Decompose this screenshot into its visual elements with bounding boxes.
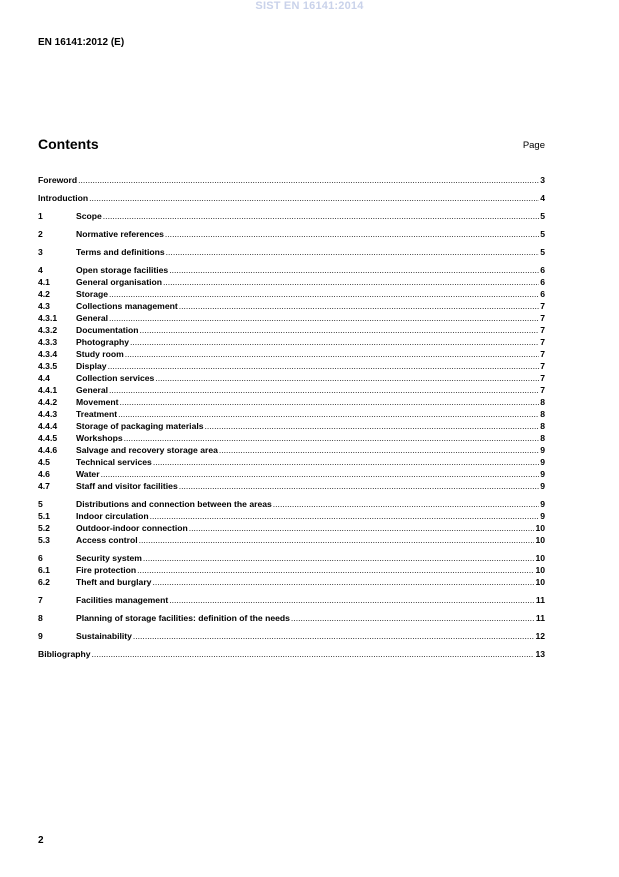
toc-leader-dots bbox=[169, 264, 539, 276]
toc-entry-title: Storage of packaging materials bbox=[76, 421, 204, 431]
toc-entry[interactable] bbox=[38, 336, 545, 348]
toc-entry-number: 4.4.5 bbox=[38, 433, 58, 443]
toc-entry[interactable] bbox=[38, 408, 545, 420]
toc-entry-number: 6.2 bbox=[38, 577, 50, 587]
toc-leader-dots bbox=[101, 468, 540, 480]
toc-entry-title: Bibliography bbox=[38, 649, 91, 659]
toc-entry[interactable] bbox=[38, 510, 545, 522]
toc-entry[interactable] bbox=[38, 564, 545, 576]
toc-entry-page: 4 bbox=[540, 193, 545, 203]
toc-entry-number: 2 bbox=[38, 229, 43, 239]
toc-entry-title: Study room bbox=[76, 349, 124, 359]
toc-entry-number: 6 bbox=[38, 553, 43, 563]
toc-leader-dots bbox=[120, 396, 540, 408]
toc-entry-title: Staff and visitor facilities bbox=[76, 481, 178, 491]
toc-entry[interactable] bbox=[38, 522, 545, 534]
toc-leader-dots bbox=[89, 192, 539, 204]
toc-entry[interactable] bbox=[38, 192, 545, 204]
toc-entry-page: 11 bbox=[535, 595, 545, 605]
toc-entry-page: 10 bbox=[535, 523, 545, 533]
toc-entry[interactable] bbox=[38, 324, 545, 336]
toc-entry-page: 10 bbox=[535, 535, 545, 545]
toc-entry[interactable] bbox=[38, 210, 545, 222]
toc-leader-dots bbox=[205, 420, 540, 432]
toc-entry[interactable] bbox=[38, 480, 545, 492]
toc-entry-page: 7 bbox=[540, 325, 545, 335]
toc-entry-page: 6 bbox=[540, 277, 545, 287]
toc-entry-number: 4.7 bbox=[38, 481, 50, 491]
toc-entry-page: 6 bbox=[540, 289, 545, 299]
toc-entry-page: 7 bbox=[540, 361, 545, 371]
toc-entry[interactable] bbox=[38, 360, 545, 372]
toc-leader-dots bbox=[103, 210, 539, 222]
toc-entry[interactable] bbox=[38, 444, 545, 456]
toc-entry-number: 4.6 bbox=[38, 469, 50, 479]
toc-leader-dots bbox=[273, 498, 539, 510]
toc-entry[interactable] bbox=[38, 630, 545, 642]
toc-entry-number: 5.3 bbox=[38, 535, 50, 545]
toc-leader-dots bbox=[219, 444, 539, 456]
toc-entry-page: 9 bbox=[540, 481, 545, 491]
toc-entry[interactable] bbox=[38, 594, 545, 606]
toc-entry-title: Security system bbox=[76, 553, 142, 563]
toc-leader-dots bbox=[166, 246, 540, 258]
toc-entry-title: Collections management bbox=[76, 301, 178, 311]
toc-leader-dots bbox=[125, 348, 539, 360]
toc-entry-page: 9 bbox=[540, 469, 545, 479]
toc-entry-number: 4.3.4 bbox=[38, 349, 58, 359]
toc-entry-page: 12 bbox=[535, 631, 545, 641]
toc-entry-page: 9 bbox=[540, 457, 545, 467]
toc-leader-dots bbox=[150, 510, 540, 522]
toc-entry-title: Indoor circulation bbox=[76, 511, 149, 521]
toc-entry-page: 5 bbox=[540, 229, 545, 239]
toc-leader-dots bbox=[139, 534, 535, 546]
toc-leader-dots bbox=[133, 630, 535, 642]
toc-entry-title: Workshops bbox=[76, 433, 123, 443]
toc-entry-title: General organisation bbox=[76, 277, 162, 287]
toc-entry-page: 9 bbox=[540, 499, 545, 509]
toc-entry[interactable] bbox=[38, 576, 545, 588]
toc-entry[interactable] bbox=[38, 420, 545, 432]
toc-entry-number: 4.4.3 bbox=[38, 409, 58, 419]
toc-entry-page: 10 bbox=[535, 553, 545, 563]
toc-leader-dots bbox=[78, 174, 539, 186]
toc-leader-dots bbox=[189, 522, 535, 534]
toc-entry-number: 4.1 bbox=[38, 277, 50, 287]
toc-entry-title: Water bbox=[76, 469, 100, 479]
toc-entry-title: Facilities management bbox=[76, 595, 169, 605]
toc-leader-dots bbox=[179, 300, 540, 312]
toc-leader-dots bbox=[124, 432, 540, 444]
toc-entry[interactable] bbox=[38, 300, 545, 312]
toc-entry[interactable] bbox=[38, 264, 545, 276]
toc-leader-dots bbox=[130, 336, 539, 348]
toc-entry[interactable] bbox=[38, 534, 545, 546]
toc-entry-title: Foreword bbox=[38, 175, 78, 185]
toc-entry-page: 8 bbox=[540, 421, 545, 431]
toc-entry-title: Distributions and connection between the areas bbox=[76, 499, 272, 509]
toc-leader-dots bbox=[92, 648, 535, 660]
toc-entry-page: 7 bbox=[540, 313, 545, 323]
toc-entry-page: 9 bbox=[540, 511, 545, 521]
toc-entry[interactable] bbox=[38, 384, 545, 396]
toc-entry-title: Salvage and recovery storage area bbox=[76, 445, 218, 455]
toc-entry-number: 5.1 bbox=[38, 511, 50, 521]
toc-entry-number: 6.1 bbox=[38, 565, 50, 575]
toc-leader-dots bbox=[109, 312, 539, 324]
toc-entry-page: 6 bbox=[540, 265, 545, 275]
toc-entry[interactable] bbox=[38, 612, 545, 624]
toc-entry-title: Theft and burglary bbox=[76, 577, 152, 587]
toc-leader-dots bbox=[143, 552, 535, 564]
toc-entry-title: Documentation bbox=[76, 325, 139, 335]
toc-entry-page: 13 bbox=[535, 649, 545, 659]
toc-entry-page: 8 bbox=[540, 409, 545, 419]
toc-entry[interactable] bbox=[38, 396, 545, 408]
toc-entry-title: Photography bbox=[76, 337, 129, 347]
page-number: 2 bbox=[38, 835, 44, 846]
toc-entry-title: Access control bbox=[76, 535, 138, 545]
toc-entry-number: 4.3 bbox=[38, 301, 50, 311]
toc-entry[interactable] bbox=[38, 312, 545, 324]
toc-entry-title: Fire protection bbox=[76, 565, 137, 575]
toc-entry[interactable] bbox=[38, 174, 545, 186]
toc-leader-dots bbox=[153, 456, 539, 468]
toc-entry-number: 4.4.6 bbox=[38, 445, 58, 455]
toc-entry-number: 4.4 bbox=[38, 373, 50, 383]
toc-leader-dots bbox=[169, 594, 535, 606]
toc-entry-number: 4.3.5 bbox=[38, 361, 58, 371]
toc-entry-number: 5 bbox=[38, 499, 43, 509]
toc-entry-title: Technical services bbox=[76, 457, 152, 467]
toc-entry[interactable] bbox=[38, 648, 545, 660]
toc-entry[interactable] bbox=[38, 552, 545, 564]
toc-entry-title: Storage bbox=[76, 289, 108, 299]
toc-entry-number: 4.4.2 bbox=[38, 397, 58, 407]
toc-entry-number: 3 bbox=[38, 247, 43, 257]
toc-entry-title: Terms and definitions bbox=[76, 247, 165, 257]
toc-entry-number: 9 bbox=[38, 631, 43, 641]
toc-leader-dots bbox=[155, 372, 539, 384]
toc-entry[interactable] bbox=[38, 228, 545, 240]
toc-entry-page: 5 bbox=[540, 247, 545, 257]
toc-entry-title: General bbox=[76, 385, 109, 395]
toc-entry-number: 4.5 bbox=[38, 457, 50, 467]
toc-entry-number: 8 bbox=[38, 613, 43, 623]
toc-entry-number: 4.4.4 bbox=[38, 421, 58, 431]
toc-entry-page: 10 bbox=[535, 577, 545, 587]
toc-entry-number: 4 bbox=[38, 265, 43, 275]
toc-leader-dots bbox=[152, 576, 534, 588]
toc-entry[interactable] bbox=[38, 498, 545, 510]
toc-entry-title: Normative references bbox=[76, 229, 164, 239]
toc-leader-dots bbox=[165, 228, 539, 240]
toc-entry-page: 7 bbox=[540, 337, 545, 347]
toc-entry-title: Sustainability bbox=[76, 631, 132, 641]
toc-entry-title: Display bbox=[76, 361, 107, 371]
toc-entry[interactable] bbox=[38, 432, 545, 444]
toc-entry-page: 9 bbox=[540, 445, 545, 455]
toc-entry-page: 11 bbox=[535, 613, 545, 623]
toc-entry-page: 7 bbox=[540, 301, 545, 311]
toc-entry-page: 10 bbox=[535, 565, 545, 575]
toc-entry-number: 7 bbox=[38, 595, 43, 605]
toc-entry[interactable] bbox=[38, 468, 545, 480]
toc-entry-number: 5.2 bbox=[38, 523, 50, 533]
toc-leader-dots bbox=[109, 384, 539, 396]
toc-entry-page: 5 bbox=[540, 211, 545, 221]
table-of-contents bbox=[38, 174, 545, 660]
document-id: EN 16141:2012 (E) bbox=[38, 37, 125, 48]
toc-entry[interactable] bbox=[38, 372, 545, 384]
toc-entry-number: 4.3.2 bbox=[38, 325, 58, 335]
toc-entry-number: 4.3.3 bbox=[38, 337, 58, 347]
toc-leader-dots bbox=[140, 324, 540, 336]
toc-entry[interactable] bbox=[38, 246, 545, 258]
toc-entry-title: Planning of storage facilities: definition of the needs bbox=[76, 613, 290, 623]
contents-heading: Contents bbox=[38, 136, 99, 152]
toc-leader-dots bbox=[179, 480, 539, 492]
toc-entry-page: 7 bbox=[540, 373, 545, 383]
toc-entry-page: 7 bbox=[540, 349, 545, 359]
toc-entry-page: 7 bbox=[540, 385, 545, 395]
toc-entry-title: Treatment bbox=[76, 409, 118, 419]
toc-entry-number: 4.4.1 bbox=[38, 385, 58, 395]
toc-entry-title: Outdoor-indoor connection bbox=[76, 523, 188, 533]
toc-leader-dots bbox=[291, 612, 535, 624]
toc-entry-title: Collection services bbox=[76, 373, 155, 383]
toc-leader-dots bbox=[108, 360, 540, 372]
toc-entry[interactable] bbox=[38, 276, 545, 288]
toc-leader-dots bbox=[109, 288, 539, 300]
toc-entry-title: Movement bbox=[76, 397, 119, 407]
toc-entry[interactable] bbox=[38, 288, 545, 300]
toc-entry-number: 4.3.1 bbox=[38, 313, 58, 323]
toc-leader-dots bbox=[137, 564, 534, 576]
toc-entry-page: 8 bbox=[540, 433, 545, 443]
toc-entry-number: 4.2 bbox=[38, 289, 50, 299]
toc-entry-page: 8 bbox=[540, 397, 545, 407]
toc-entry[interactable] bbox=[38, 456, 545, 468]
toc-entry-number: 1 bbox=[38, 211, 43, 221]
toc-entry-title: Introduction bbox=[38, 193, 89, 203]
watermark: SIST EN 16141:2014 bbox=[255, 0, 364, 12]
toc-entry-title: Scope bbox=[76, 211, 102, 221]
page-column-label: Page bbox=[522, 140, 545, 151]
toc-leader-dots bbox=[118, 408, 539, 420]
toc-entry-title: General bbox=[76, 313, 109, 323]
toc-entry-page: 3 bbox=[540, 175, 545, 185]
toc-entry[interactable] bbox=[38, 348, 545, 360]
toc-leader-dots bbox=[163, 276, 539, 288]
toc-entry-title: Open storage facilities bbox=[76, 265, 169, 275]
